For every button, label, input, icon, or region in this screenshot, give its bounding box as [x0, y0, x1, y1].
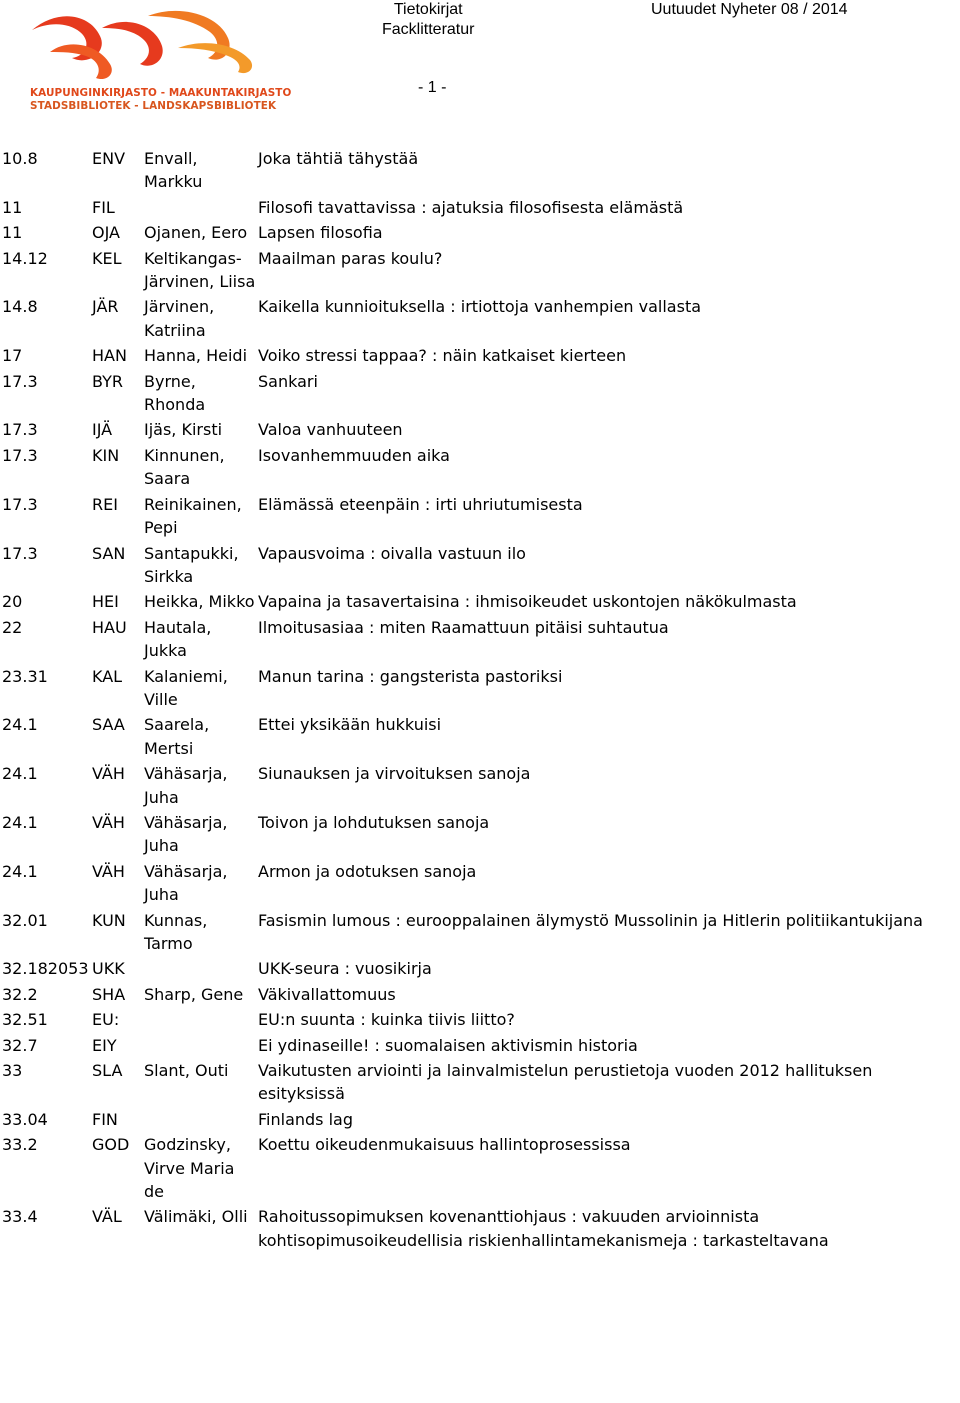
- entry-classification: 24.1: [2, 764, 38, 784]
- entry-author: Vähäsarja, Juha: [144, 861, 228, 905]
- entry-classification: 17.3: [2, 420, 38, 440]
- header-category: [382, 0, 474, 40]
- entry-classification: 14.8: [2, 297, 38, 317]
- list-item: [0, 245, 960, 294]
- list-item: [0, 1057, 960, 1106]
- header-issue: Uutuudet Nyheter 08 / 2014: [651, 1, 848, 18]
- entry-classification: 32.182053: [2, 959, 89, 979]
- entry-title: Ei ydinaseille! : suomalaisen aktivismin historia: [258, 1035, 638, 1055]
- list-item: [0, 491, 960, 540]
- entry-author: Ijäs, Kirsti: [144, 420, 223, 440]
- entry-title: Armon ja odotuksen sanoja: [258, 861, 477, 881]
- list-item: [0, 194, 960, 219]
- entry-shelf-code: KEL: [92, 248, 122, 268]
- entry-title: Filosofi tavattavissa : ajatuksia filosofisesta elämästä: [258, 197, 684, 217]
- entry-classification: 32.7: [2, 1035, 38, 1055]
- library-logo: [28, 8, 292, 116]
- entry-author: Kalaniemi, Ville: [144, 666, 228, 709]
- entry-author: Byrne, Rhonda: [144, 371, 206, 415]
- entry-author: Välimäki, Olli: [144, 1207, 248, 1227]
- catalog-list: [0, 145, 960, 1252]
- entry-shelf-code: FIN: [92, 1109, 118, 1129]
- list-item: [0, 442, 960, 491]
- entry-shelf-code: UKK: [92, 959, 125, 979]
- entry-classification: 17.3: [2, 371, 38, 391]
- entry-title: Toivon ja lohdutuksen sanoja: [258, 812, 490, 832]
- list-item: [0, 145, 960, 194]
- entry-shelf-code: BYR: [92, 371, 123, 391]
- list-item: [0, 416, 960, 441]
- entry-title: Väkivallattomuus: [258, 984, 396, 1004]
- entry-classification: 22: [2, 617, 23, 637]
- entry-title: Isovanhemmuuden aika: [258, 445, 450, 465]
- entry-title: Joka tähtiä tähystää: [258, 149, 419, 168]
- entry-author: Slant, Outi: [144, 1061, 229, 1081]
- entry-title: Elämässä eteenpäin : irti uhriutumisesta: [258, 494, 583, 514]
- entry-title: Fasismin lumous : eurooppalainen älymystö Mussolinin ja Hitlerin politiikantukijana: [258, 910, 923, 930]
- entry-author: Kunnas, Tarmo: [144, 910, 208, 953]
- entry-classification: 11: [2, 197, 23, 217]
- entry-author: Hanna, Heidi: [144, 346, 248, 366]
- list-item: [0, 858, 960, 907]
- entry-classification: 33: [2, 1061, 23, 1081]
- list-item: [0, 955, 960, 980]
- entry-classification: 17: [2, 346, 23, 366]
- entry-title: Maailman paras koulu?: [258, 248, 443, 268]
- entry-shelf-code: KAL: [92, 666, 123, 686]
- entry-classification: 10.8: [2, 149, 38, 168]
- list-item: [0, 540, 960, 589]
- entry-title: Manun tarina : gangsterista pastoriksi: [258, 666, 563, 686]
- list-item: [0, 219, 960, 244]
- entry-shelf-code: VÄL: [92, 1207, 122, 1227]
- entry-classification: 32.51: [2, 1010, 48, 1030]
- entry-title: EU:n suunta : kuinka tiivis liitto?: [258, 1010, 515, 1030]
- entry-shelf-code: SHA: [92, 984, 126, 1004]
- entry-title: Voiko stressi tappaa? : näin katkaiset kierteen: [258, 346, 627, 366]
- entry-author: Envall, Markku: [144, 149, 203, 192]
- entry-author: Santapukki, Sirkka: [144, 543, 239, 586]
- entry-shelf-code: VÄH: [92, 861, 125, 881]
- entry-classification: 24.1: [2, 715, 38, 735]
- entry-shelf-code: ENV: [92, 149, 126, 168]
- list-item: [0, 760, 960, 809]
- list-item: [0, 1006, 960, 1031]
- entry-classification: 24.1: [2, 812, 38, 832]
- entry-classification: 17.3: [2, 445, 38, 465]
- entry-shelf-code: HAN: [92, 346, 127, 366]
- entry-classification: 11: [2, 223, 23, 243]
- entry-author: Reinikainen, Pepi: [144, 494, 242, 538]
- list-item: [0, 1106, 960, 1131]
- entry-shelf-code: VÄH: [92, 764, 125, 784]
- entry-author: Kinnunen, Saara: [144, 445, 225, 489]
- entry-shelf-code: GOD: [92, 1135, 130, 1155]
- flame-logo-icon: [28, 8, 258, 86]
- entry-title: UKK-seura : vuosikirja: [258, 959, 432, 979]
- entry-title: Vapaina ja tasavertaisina : ihmisoikeudet uskontojen näkökulmasta: [258, 592, 797, 612]
- entry-author: Ojanen, Eero: [144, 223, 248, 243]
- entry-author: Godzinsky, Virve Maria de: [144, 1135, 235, 1202]
- entry-author: Hautala, Jukka: [144, 617, 212, 661]
- entry-title: Valoa vanhuuteen: [258, 420, 403, 440]
- logo-line-2: STADSBIBLIOTEK - LANDSKAPSBIBLIOTEK: [30, 100, 277, 112]
- entry-shelf-code: EU:: [92, 1010, 120, 1030]
- entry-shelf-code: OJA: [92, 223, 120, 243]
- entry-title: Finlands lag: [258, 1109, 353, 1129]
- entry-classification: 17.3: [2, 494, 38, 514]
- entry-shelf-code: JÄR: [92, 297, 119, 317]
- entry-shelf-code: KUN: [92, 910, 126, 930]
- entry-author: Järvinen, Katriina: [144, 297, 215, 340]
- entry-shelf-code: SLA: [92, 1061, 123, 1081]
- entry-author: Vähäsarja, Juha: [144, 812, 228, 856]
- list-item: [0, 1131, 960, 1203]
- entry-author: Vähäsarja, Juha: [144, 764, 228, 807]
- list-item: [0, 342, 960, 367]
- entry-title: Koettu oikeudenmukaisuus hallintoprosessissa: [258, 1135, 631, 1155]
- entry-shelf-code: REI: [92, 494, 118, 514]
- entry-classification: 14.12: [2, 248, 48, 268]
- entry-shelf-code: SAA: [92, 715, 125, 735]
- entry-title: Vapausvoima : oivalla vastuun ilo: [258, 543, 526, 563]
- entry-classification: 33.4: [2, 1207, 38, 1227]
- logo-line-1: KAUPUNGINKIRJASTO - MAAKUNTAKIRJASTO: [30, 87, 292, 99]
- list-item: [0, 1032, 960, 1057]
- page-number: - 1 -: [418, 79, 447, 96]
- entry-shelf-code: SAN: [92, 543, 126, 563]
- entry-classification: 33.04: [2, 1109, 48, 1129]
- header-category-fi: Tietokirjat: [393, 1, 463, 18]
- entry-shelf-code: VÄH: [92, 812, 125, 832]
- entry-title: Kaikella kunnioituksella : irtiottoja vanhempien vallasta: [258, 297, 702, 317]
- entry-author: [144, 957, 258, 980]
- entry-shelf-code: EIY: [92, 1035, 117, 1055]
- entry-author: Sharp, Gene: [144, 984, 244, 1004]
- entry-classification: 32.2: [2, 984, 38, 1004]
- entry-author: Heikka, Mikko: [144, 592, 255, 612]
- entry-shelf-code: FIL: [92, 197, 115, 217]
- entry-shelf-code: KIN: [92, 445, 120, 465]
- entry-classification: 20: [2, 592, 23, 612]
- entry-title: Lapsen filosofia: [258, 223, 383, 243]
- list-item: [0, 809, 960, 858]
- list-item: [0, 588, 960, 613]
- entry-author: [144, 196, 258, 219]
- entry-classification: 32.01: [2, 910, 48, 930]
- entry-title: Rahoitussopimuksen kovenanttiohjaus : vakuuden arvioinnista kohtisopimusoikeudellisia riskienhallintamekanismeja : tarkasteltavana: [258, 1207, 829, 1250]
- entry-shelf-code: IJÄ: [92, 420, 113, 440]
- entry-classification: 17.3: [2, 543, 38, 563]
- entry-author: Saarela, Mertsi: [144, 715, 210, 758]
- list-item: [0, 663, 960, 712]
- entry-author: Keltikangas-Järvinen, Liisa: [144, 248, 256, 292]
- entry-classification: 23.31: [2, 666, 48, 686]
- list-item: [0, 981, 960, 1006]
- list-item: [0, 614, 960, 663]
- entry-author: [144, 1034, 258, 1057]
- entry-title: Siunauksen ja virvoituksen sanoja: [258, 764, 531, 784]
- list-item: [0, 293, 960, 342]
- list-item: [0, 368, 960, 417]
- entry-title: Sankari: [258, 371, 318, 391]
- entry-title: Ilmoitusasiaa : miten Raamattuun pitäisi suhtautua: [258, 617, 669, 637]
- list-item: [0, 711, 960, 760]
- list-item: [0, 1203, 960, 1252]
- entry-author: [144, 1108, 258, 1131]
- entry-shelf-code: HAU: [92, 617, 127, 637]
- entry-classification: 33.2: [2, 1135, 38, 1155]
- entry-shelf-code: HEI: [92, 592, 119, 612]
- entry-title: Ettei yksikään hukkuisi: [258, 715, 442, 735]
- header-category-sv: Facklitteratur: [382, 21, 475, 38]
- entry-author: [144, 1008, 258, 1031]
- list-item: [0, 907, 960, 956]
- entry-classification: 24.1: [2, 861, 38, 881]
- entry-title: Vaikutusten arviointi ja lainvalmistelun perustietoja vuoden 2012 hallituksen esityksissä: [258, 1061, 873, 1104]
